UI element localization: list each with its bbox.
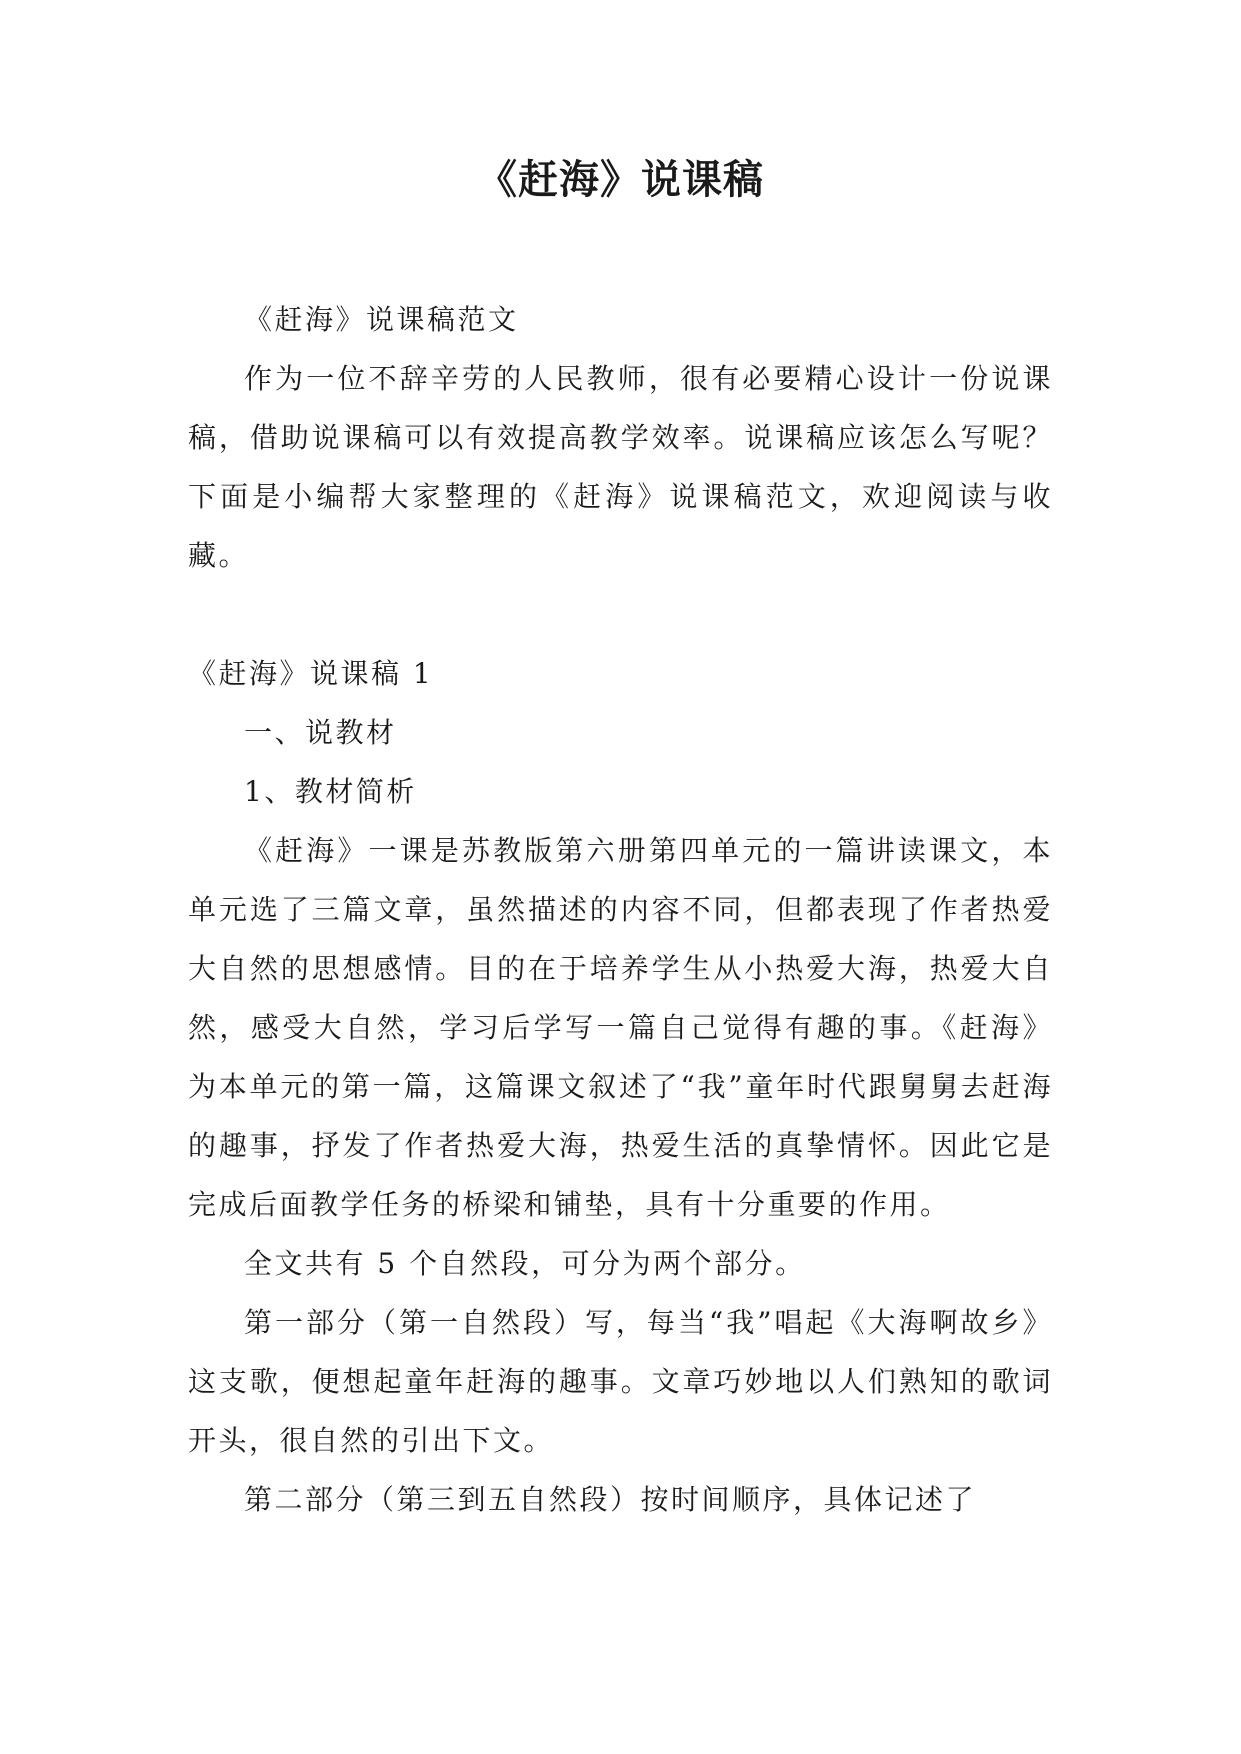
body-paragraph-3: 第一部分（第一自然段）写，每当“我”唱起《大海啊故乡》这支歌，便想起童年赶海的趣事。文章巧妙地以人们熟知的歌词开头，很自然的引出下文。 xyxy=(188,1306,1053,1457)
document-title: 《赶海》说课稿 xyxy=(477,157,764,203)
document-body xyxy=(188,290,1053,1529)
blank-line xyxy=(188,585,1053,644)
part-heading: 一、说教材 xyxy=(244,716,397,749)
sub-heading: 1、教材简析 xyxy=(244,775,417,808)
body-paragraph-2: 全文共有 5 个自然段，可分为两个部分。 xyxy=(244,1247,806,1280)
intro-paragraph: 作为一位不辞辛劳的人民教师，很有必要精心设计一份说课稿，借助说课稿可以有效提高教学效率。说课稿应该怎么写呢？下面是小编帮大家整理的《赶海》说课稿范文，欢迎阅读与收藏。 xyxy=(188,362,1053,572)
subtitle-line: 《赶海》说课稿范文 xyxy=(244,303,519,336)
body-paragraph-4: 第二部分（第三到五自然段）按时间顺序，具体记述了 xyxy=(244,1483,977,1516)
body-paragraph-1: 《赶海》一课是苏教版第六册第四单元的一篇讲读课文，本单元选了三篇文章，虽然描述的内容不同，但都表现了作者热爱大自然的思想感情。目的在于培养学生从小热爱大海，热爱大自然，感受大自然，学习后学写一篇自己觉得有趣的事。《赶海》为本单元的第一篇，这篇课文叙述了“我”童年时代跟舅舅去赶海的趣事，抒发了作者热爱大海，热爱生活的真挚情怀。因此它是完成后面教学任务的桥梁和铺垫，具有十分重要的作用。 xyxy=(188,834,1053,1221)
section-heading: 《赶海》说课稿 1 xyxy=(188,657,434,690)
